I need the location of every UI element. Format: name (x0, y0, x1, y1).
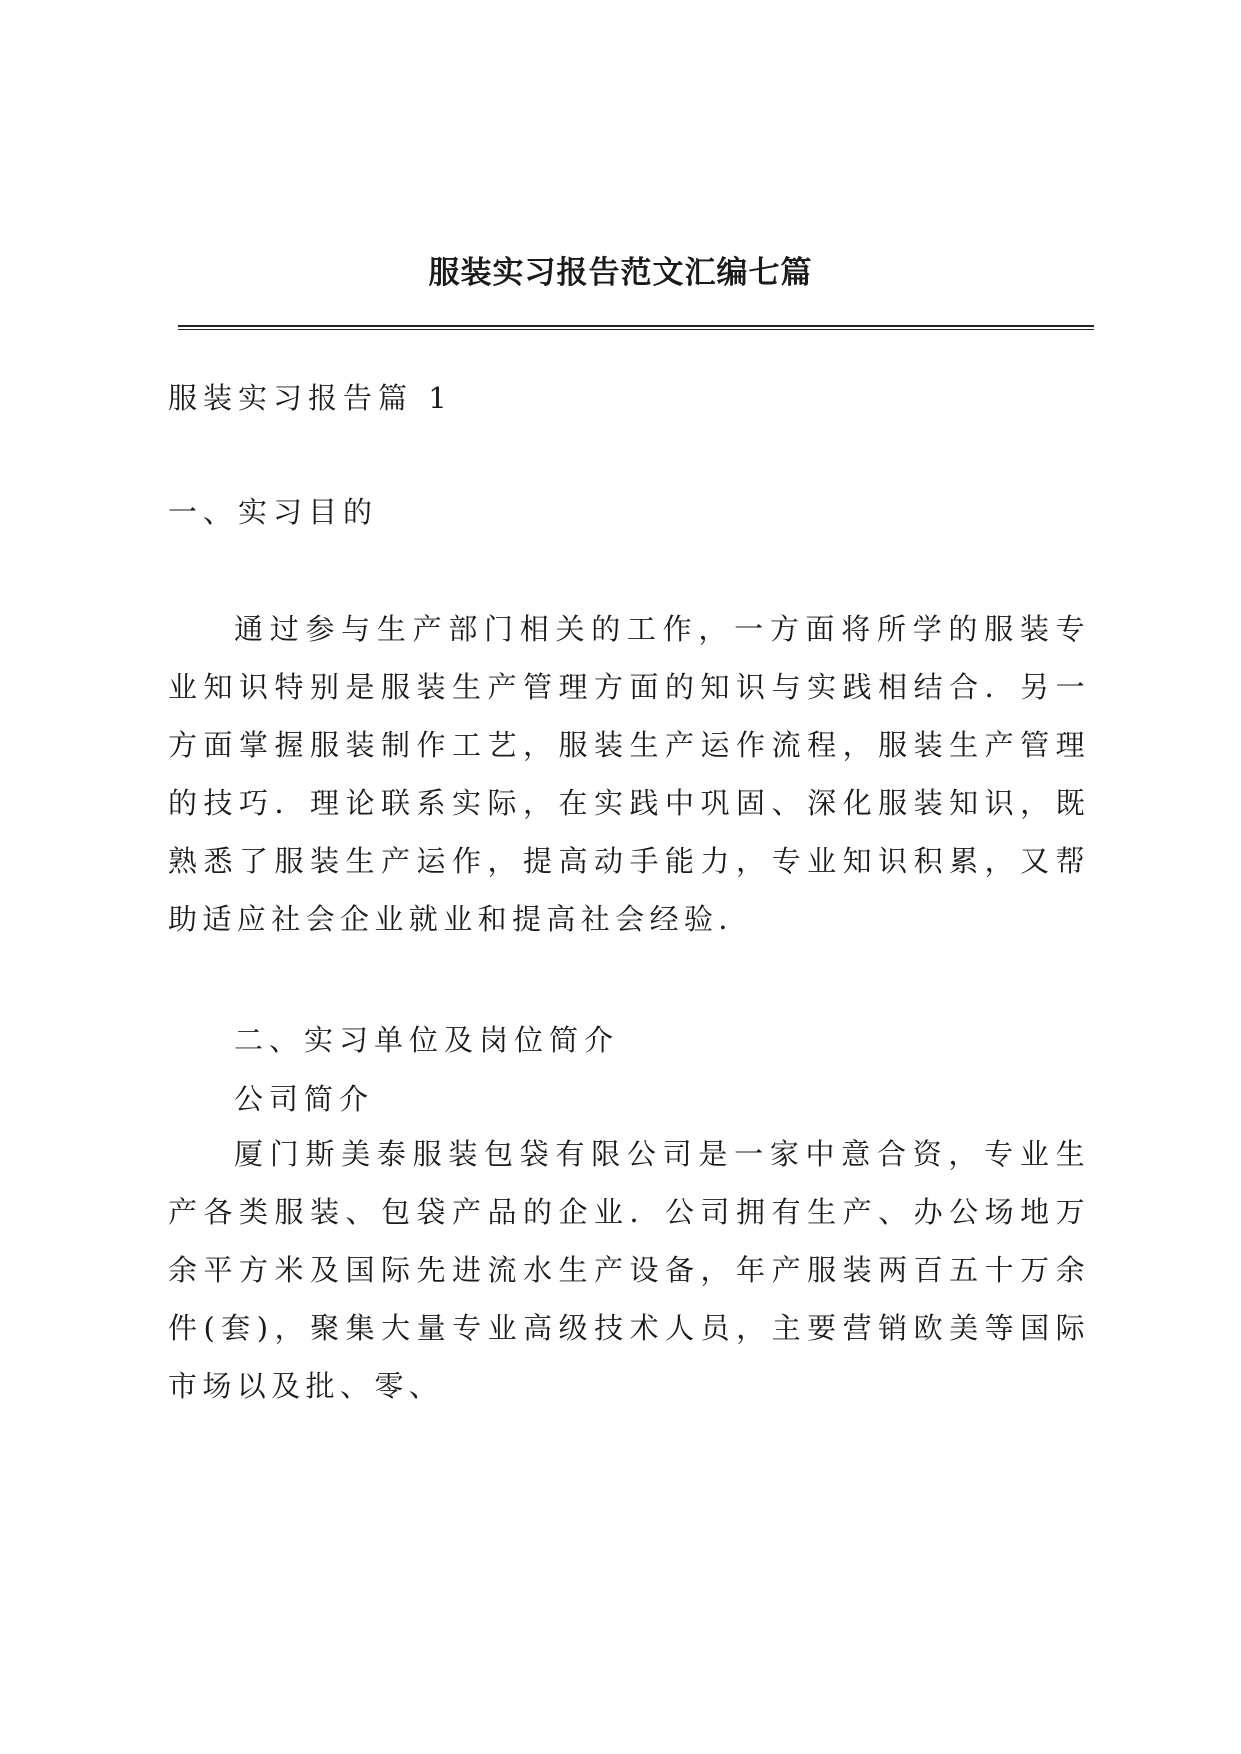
section-1-paragraph-text: 通过参与生产部门相关的工作，一方面将所学的服装专业知识特别是服装生产管理方面的知识与实践相结合．另一方面掌握服装制作工艺，服装生产运作流程，服装生产管理的技巧．理论联系实际，在实践中巩固、深化服装知识，既熟悉了服装生产运作，提高动手能力，专业知识积累，又帮助适应社会企业就业和提高社会经验． (168, 612, 1090, 936)
section-1-paragraph (168, 600, 1090, 948)
section-2-paragraph-text: 厦门斯美泰服装包袋有限公司是一家中意合资，专业生产各类服装、包袋产品的企业．公司拥有生产、办公场地万余平方米及国际先进流水生产设备，年产服装两百五十万余件(套)，聚集大量专业高级技术人员，主要营销欧美等国际市场以及批、零、 (168, 1137, 1090, 1403)
report-heading: 服装实习报告篇 1 (168, 381, 453, 415)
company-intro-subheading: 公司简介 (234, 1082, 375, 1116)
section-2-heading: 二、实习单位及岗位简介 (234, 1023, 620, 1057)
document-title: 服装实习报告范文汇编七篇 (428, 255, 813, 291)
section-1-heading: 一、实习目的 (168, 495, 379, 529)
section-2-paragraph (168, 1125, 1090, 1415)
title-double-rule (178, 325, 1094, 330)
